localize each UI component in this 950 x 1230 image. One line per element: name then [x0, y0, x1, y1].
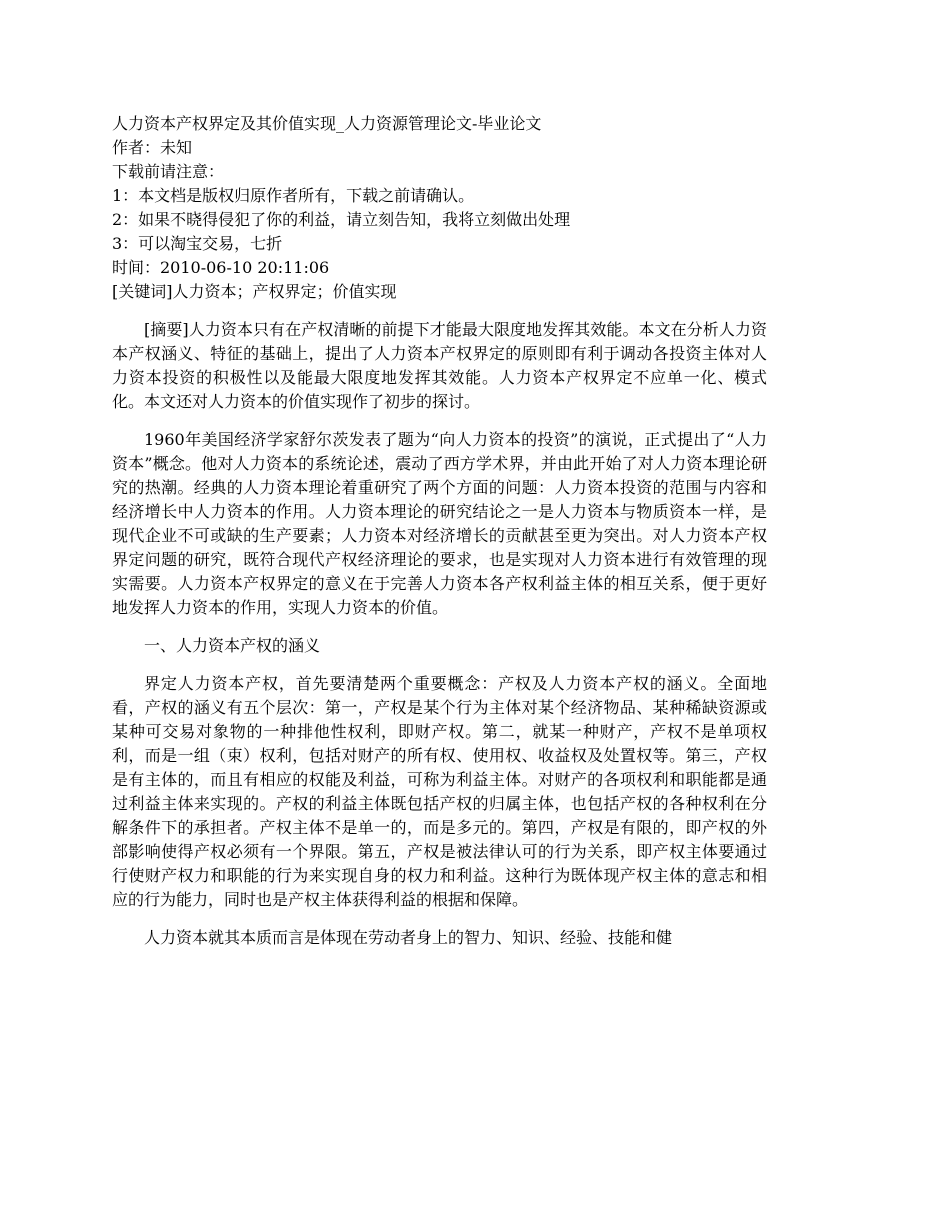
body-paragraph-2: 界定人力资本产权，首先要清楚两个重要概念：产权及人力资本产权的涵义。全面地看，产权的涵义有五个层次：第一，产权是某个行为主体对某个经济物品、某种稀缺资源或某种可交易对象物的一种排他性权利，即财产权。第二，就某一种财产，产权不是单项权利，而是一组（束）权利，包括对财产的所有权、使用权、收益权及处置权等。第三，产权是有主体的，而且有相应的权能及利益，可称为利益主体。对财产的各项权利和职能都是通过利益主体来实现的。产权的利益主体既包括产权的归属主体，也包括产权的各种权利在分解条件下的承担者。产权主体不是单一的，而是多元的。第四，产权是有限的，即产权的外部影响使得产权必须有一个界限。第五，产权是被法律认可的行为关系，即产权主体要通过行使财产权力和职能的行为来实现自身的权力和利益。这种行为既体现产权主体的意志和相应的行为能力，同时也是产权主体获得利益的根据和保障。 — [112, 674, 767, 909]
notice-item-3: 3：可以淘宝交易，七折 — [112, 234, 283, 253]
author-line: 作者：未知 — [112, 138, 193, 157]
abstract-paragraph: [摘要]人力资本只有在产权清晰的前提下才能最大限度地发挥其效能。本文在分析人力资本产权涵义、特征的基础上，提出了人力资本产权界定的原则即有利于调动各投资主体对人力资本投资的积极性以及能最大限度地发挥其效能。人力资本产权界定不应单一化、模式化。本文还对人力资本的价值实现作了初步的探讨。 — [112, 320, 767, 411]
body-paragraph-3: 人力资本就其本质而言是体现在劳动者身上的智力、知识、经验、技能和健 — [144, 928, 673, 947]
body-paragraph-1: 1960年美国经济学家舒尔茨发表了题为“向人力资本的投资”的演说，正式提出了“人力资本”概念。他对人力资本的系统论述，震动了西方学术界，并由此开始了对人力资本理论研究的热潮。经典的人力资本理论着重研究了两个方面的问题：人力资本投资的范围与内容和经济增长中人力资本的作用。人力资本理论的研究结论之一是人力资本与物质资本一样，是现代企业不可或缺的生产要素；人力资本对经济增长的贡献甚至更为突出。对人力资本产权界定问题的研究，既符合现代产权经济理论的要求，也是实现对人力资本进行有效管理的现实需要。人力资本产权界定的意义在于完善人力资本各产权利益主体的相互关系，便于更好地发挥人力资本的作用，实现人力资本的价值。 — [112, 430, 767, 617]
notice-title: 下载前请注意： — [112, 162, 225, 181]
time-line: 时间：2010-06-10 20:11:06 — [112, 258, 330, 277]
section-heading-1: 一、人力资本产权的涵义 — [144, 636, 321, 655]
spacer — [112, 304, 767, 318]
keywords-line: [关键词]人力资本；产权界定；价值实现 — [112, 282, 397, 301]
notice-item-1: 1：本文档是版权归原作者所有，下载之前请确认。 — [112, 186, 475, 205]
document-title: 人力资本产权界定及其价值实现_人力资源管理论文-毕业论文 — [112, 114, 542, 133]
document-page — [112, 112, 767, 964]
notice-item-2: 2：如果不晓得侵犯了你的利益，请立刻告知，我将立刻做出处理 — [112, 210, 571, 229]
